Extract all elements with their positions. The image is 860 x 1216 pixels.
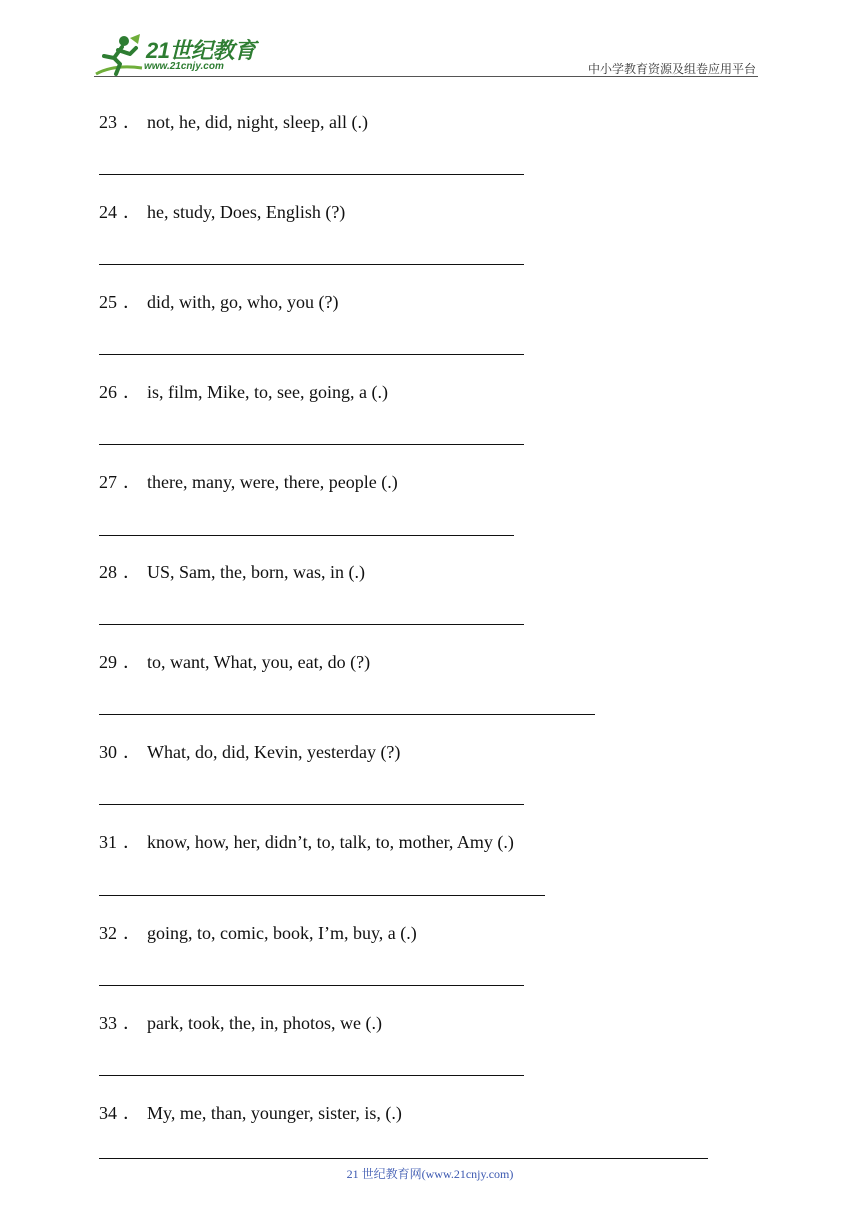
answer-line-28[interactable] [99,624,524,625]
question-text: to, want, What, you, eat, do (?) [147,652,371,672]
question-text: not, he, did, night, sleep, all (.) [147,112,368,132]
question-29 [99,648,370,674]
question-28 [99,558,365,584]
header-divider [94,76,758,77]
question-23 [99,108,368,134]
question-number: 23 [99,112,117,132]
footer-text: 21 世纪教育网(www.21cnjy.com) [346,1167,514,1181]
answer-line-32[interactable] [99,985,524,986]
question-separator: ． [123,292,141,312]
page-header [0,0,860,80]
question-24 [99,198,345,224]
question-number: 26 [99,382,117,402]
platform-text: 中小学教育资源及组卷应用平台 [587,62,756,76]
answer-line-23[interactable] [99,174,524,175]
question-text: did, with, go, who, you (?) [147,292,339,312]
question-30 [99,738,400,764]
question-number: 28 [99,562,117,582]
answer-line-30[interactable] [99,804,524,805]
page-footer[interactable] [0,1165,860,1182]
question-34 [99,1099,402,1125]
question-separator: ． [123,923,141,943]
question-number: 33 [99,1013,117,1033]
answer-line-34[interactable] [99,1158,708,1159]
answer-line-25[interactable] [99,354,524,355]
question-text: he, study, Does, English (?) [147,202,346,222]
question-text: US, Sam, the, born, was, in (.) [147,562,365,582]
question-25 [99,288,338,314]
question-number: 29 [99,652,117,672]
logo-url: www.21cnjy.com [144,61,224,72]
answer-line-29[interactable] [99,714,595,715]
question-separator: ． [123,382,141,402]
question-text: What, do, did, Kevin, yesterday (?) [147,742,401,762]
question-31 [99,828,514,854]
question-27 [99,468,398,494]
question-32 [99,919,417,945]
question-number: 34 [99,1103,117,1123]
runner-logo-icon [94,34,144,78]
question-number: 25 [99,292,117,312]
question-number: 32 [99,923,117,943]
question-text: My, me, than, younger, sister, is, (.) [147,1103,402,1123]
question-separator: ． [123,562,141,582]
answer-line-33[interactable] [99,1075,524,1076]
answer-line-26[interactable] [99,444,524,445]
question-separator: ． [123,1103,141,1123]
question-number: 27 [99,472,117,492]
logo-text: 21世纪教育 [146,38,256,63]
question-text: is, film, Mike, to, see, going, a (.) [147,382,388,402]
question-text: going, to, comic, book, I’m, buy, a (.) [147,923,417,943]
question-separator: ． [123,112,141,132]
answer-line-27[interactable] [99,535,514,536]
question-separator: ． [123,742,141,762]
answer-line-31[interactable] [99,895,545,896]
answer-line-24[interactable] [99,264,524,265]
question-33 [99,1009,382,1035]
question-text: park, took, the, in, photos, we (.) [147,1013,382,1033]
question-number: 31 [99,832,117,852]
question-separator: ． [123,832,141,852]
question-separator: ． [123,652,141,672]
question-separator: ． [123,472,141,492]
question-text: know, how, her, didn’t, to, talk, to, mother, Amy (.) [147,832,514,852]
site-logo[interactable] [94,34,264,78]
question-26 [99,378,388,404]
question-separator: ． [123,1013,141,1033]
question-number: 30 [99,742,117,762]
question-separator: ． [123,202,141,222]
question-text: there, many, were, there, people (.) [147,472,398,492]
question-number: 24 [99,202,117,222]
